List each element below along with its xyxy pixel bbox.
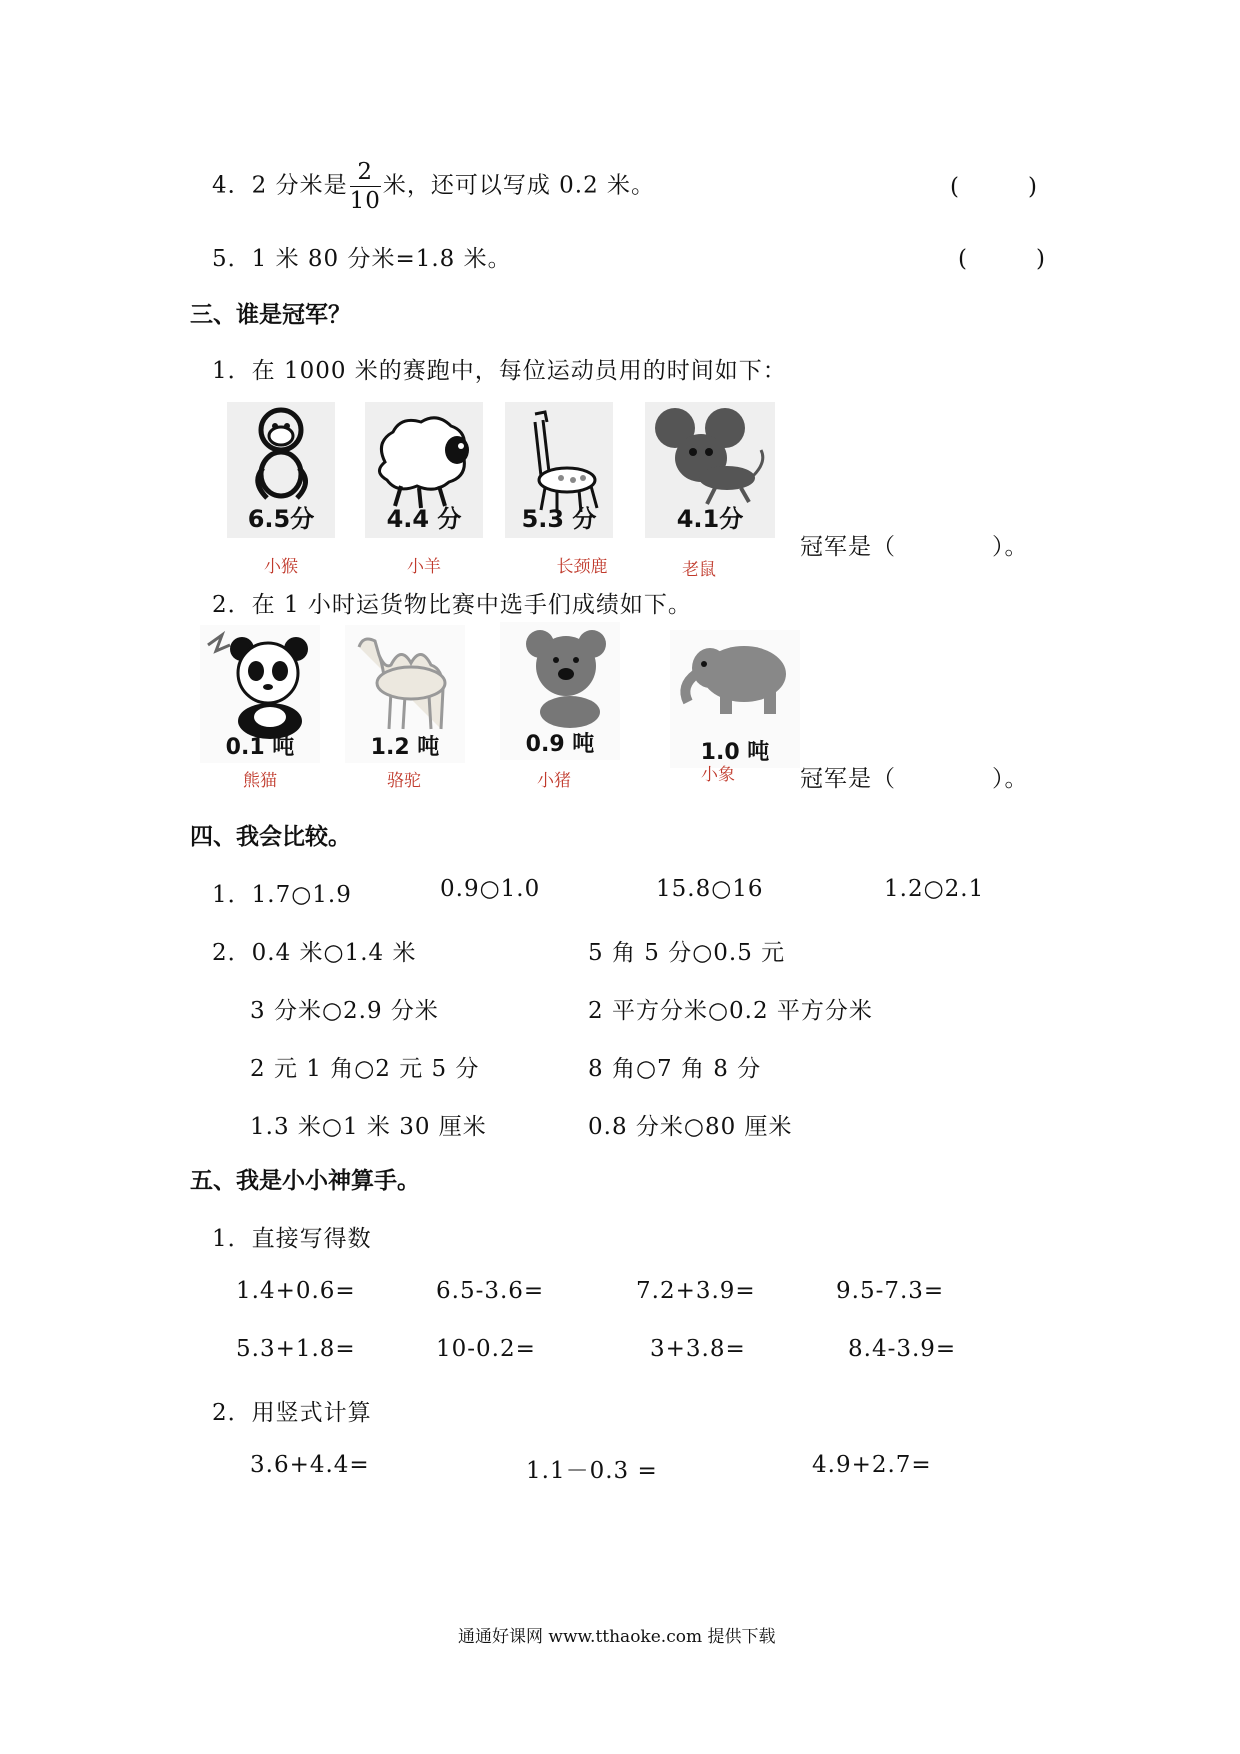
race-card-giraffe xyxy=(505,402,613,538)
race-name: 小羊 xyxy=(407,557,441,577)
judge-q4-prefix: 4．2 分米是 xyxy=(212,172,348,199)
fraction-denominator: 10 xyxy=(349,188,381,214)
judge-q4 xyxy=(212,158,655,215)
section3-q1-text: 1．在 1000 米的赛跑中，每位运动员用的时间如下： xyxy=(212,358,787,384)
cargo-card-panda xyxy=(200,625,320,763)
calc-item[interactable]: 8.4-3.9= xyxy=(848,1336,957,1362)
compare-item[interactable]: 1．1.7○1.9 xyxy=(212,882,352,908)
cargo-weight: 1.0 吨 xyxy=(700,740,770,765)
section5-title: 五、我是小小神算手。 xyxy=(190,1168,420,1194)
cargo-card-bear xyxy=(500,622,620,760)
cargo-name: 小象 xyxy=(701,765,735,785)
race-card-sheep xyxy=(365,402,483,538)
race-champion-blank[interactable]: 冠军是（ ）。 xyxy=(800,534,1029,560)
cargo-weight: 0.1 吨 xyxy=(225,735,295,760)
compare-item[interactable]: 1.3 米○1 米 30 厘米 xyxy=(250,1114,487,1140)
judge-q5: 5．1 米 80 分米=1.8 米。 xyxy=(212,246,512,272)
calc-item[interactable]: 10-0.2= xyxy=(436,1336,536,1362)
calc-item[interactable]: 5.3+1.8= xyxy=(236,1336,356,1362)
race-time: 4.1分 xyxy=(676,505,744,533)
fraction xyxy=(350,158,381,215)
cargo-card-camel xyxy=(345,625,465,763)
race-time: 6.5分 xyxy=(247,505,315,533)
cargo-name: 小猪 xyxy=(537,771,571,791)
race-card-mouse xyxy=(645,402,775,538)
race-time: 5.3 分 xyxy=(521,505,597,533)
cargo-name: 骆驼 xyxy=(387,771,421,791)
section5-q1-text: 1．直接写得数 xyxy=(212,1226,372,1252)
cargo-weight: 0.9 吨 xyxy=(525,732,595,757)
compare-item[interactable]: 3 分米○2.9 分米 xyxy=(250,998,439,1024)
compare-item[interactable]: 5 角 5 分○0.5 元 xyxy=(588,940,786,966)
compare-item[interactable]: 2 平方分米○0.2 平方分米 xyxy=(588,998,873,1024)
vertical-calc-item[interactable]: 4.9+2.7= xyxy=(812,1452,932,1478)
section5-q2-text: 2．用竖式计算 xyxy=(212,1400,372,1426)
compare-item[interactable]: 1.2○2.1 xyxy=(884,876,985,902)
race-time: 4.4 分 xyxy=(386,505,462,533)
race-name: 老鼠 xyxy=(682,560,716,580)
compare-item[interactable]: 0.9○1.0 xyxy=(440,876,541,902)
fraction-numerator: 2 xyxy=(350,158,381,187)
compare-item[interactable]: 15.8○16 xyxy=(656,876,764,902)
cargo-name: 熊猫 xyxy=(243,771,277,791)
calc-item[interactable]: 7.2+3.9= xyxy=(636,1278,756,1304)
section3-title: 三、谁是冠军？ xyxy=(190,302,351,328)
page-footer: 通通好课网 www.tthaoke.com 提供下载 xyxy=(458,1627,776,1647)
judge-q4-suffix: 米，还可以写成 0.2 米。 xyxy=(382,172,656,199)
vertical-calc-item[interactable]: 3.6+4.4= xyxy=(250,1452,370,1478)
compare-item[interactable]: 2．0.4 米○1.4 米 xyxy=(212,940,417,966)
cargo-champion-blank[interactable]: 冠军是（ ）。 xyxy=(800,766,1029,792)
vertical-calc-item[interactable]: 1.1－0.3 = xyxy=(526,1458,658,1484)
race-name: 小猴 xyxy=(264,557,298,577)
cargo-card-elephant xyxy=(670,630,800,768)
calc-item[interactable]: 9.5-7.3= xyxy=(836,1278,945,1304)
calc-item[interactable]: 1.4+0.6= xyxy=(236,1278,356,1304)
race-card-monkey xyxy=(227,402,335,538)
cargo-weight: 1.2 吨 xyxy=(370,735,440,760)
section4-title: 四、我会比较。 xyxy=(190,824,351,850)
judge-q4-answer-blank[interactable]: ( ) xyxy=(950,174,1037,200)
compare-item[interactable]: 0.8 分米○80 厘米 xyxy=(588,1114,793,1140)
calc-item[interactable]: 3+3.8= xyxy=(650,1336,746,1362)
compare-item[interactable]: 2 元 1 角○2 元 5 分 xyxy=(250,1056,480,1082)
compare-item[interactable]: 8 角○7 角 8 分 xyxy=(588,1056,762,1082)
section3-q2-text: 2．在 1 小时运货物比赛中选手们成绩如下。 xyxy=(212,592,692,618)
judge-q5-answer-blank[interactable]: ( ) xyxy=(958,246,1045,272)
race-name: 长颈鹿 xyxy=(556,557,608,577)
calc-item[interactable]: 6.5-3.6= xyxy=(436,1278,545,1304)
